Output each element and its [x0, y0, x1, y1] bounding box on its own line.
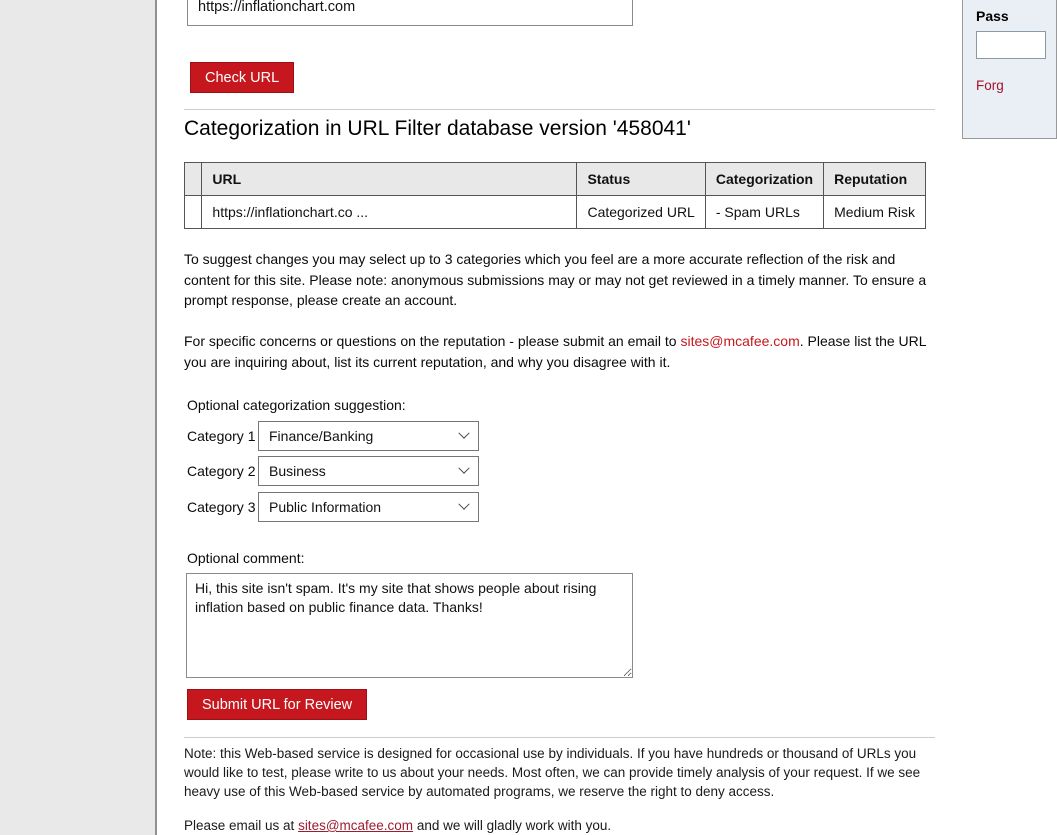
concerns-paragraph	[184, 331, 932, 372]
forgot-password-link[interactable]: Forg	[976, 78, 1004, 93]
email-text-after: and we will gladly work with you.	[413, 818, 612, 833]
password-input[interactable]	[976, 31, 1046, 59]
cell-status: Categorized URL	[577, 196, 705, 229]
mcafee-email-link-bottom[interactable]: sites@mcafee.com	[298, 818, 414, 833]
login-panel	[962, 0, 1057, 139]
url-input[interactable]	[187, 0, 633, 26]
check-url-button[interactable]: Check URL	[190, 62, 294, 93]
divider-top	[184, 109, 935, 110]
table-row	[185, 196, 926, 229]
left-sidebar	[0, 0, 157, 835]
cell-categorization: - Spam URLs	[705, 196, 823, 229]
submit-url-button[interactable]: Submit URL for Review	[187, 689, 367, 720]
category-3-value: Public Information	[269, 499, 382, 515]
category-1-value: Finance/Banking	[269, 428, 374, 444]
optional-categorization-label: Optional categorization suggestion:	[187, 397, 406, 413]
chevron-down-icon	[458, 428, 469, 439]
divider-bottom	[184, 737, 935, 738]
mcafee-email-link[interactable]: sites@mcafee.com	[680, 333, 800, 349]
service-note-paragraph: Note: this Web-based service is designed for occasional use by individuals. If you have hundreds or thousand of URLs you would like to test, please write to us about your needs. Most often, we can provide timely analysis of your request. If we see heavy use of this Web-based service by automated programs, we reserve the right to deny access.	[184, 746, 921, 799]
concerns-text-before: For specific concerns or questions on the reputation - please submit an email to	[184, 333, 681, 349]
cell-reputation: Medium Risk	[824, 196, 926, 229]
category-1-label: Category 1	[187, 428, 256, 444]
table-header-spacer	[185, 163, 202, 196]
email-us-line	[184, 818, 611, 833]
table-header-row	[185, 163, 926, 196]
comment-textarea[interactable]	[186, 573, 633, 678]
password-label: Pass	[976, 8, 1009, 24]
category-2-row	[187, 456, 479, 486]
category-3-row	[187, 492, 479, 522]
category-2-select[interactable]	[258, 456, 479, 486]
table-header-url: URL	[202, 163, 577, 196]
url-result-table	[184, 162, 926, 229]
category-3-label: Category 3	[187, 499, 256, 515]
concerns-text-after: . Please list the URL you are inquiring about, list its current reputation, and why you disagree with it.	[184, 333, 927, 370]
chevron-down-icon	[458, 499, 469, 510]
table-header-status: Status	[577, 163, 705, 196]
category-3-select[interactable]	[258, 492, 479, 522]
email-text-before: Please email us at	[184, 818, 299, 833]
suggest-changes-paragraph: To suggest changes you may select up to 3 categories which you feel are a more accurate reflection of the risk and content for this site. Please note: anonymous submissions may or may not get reviewed in a timely manner. To ensure a prompt response, please create an account.	[184, 251, 927, 308]
category-2-label: Category 2	[187, 463, 256, 479]
category-1-row	[187, 421, 479, 451]
category-2-value: Business	[269, 463, 326, 479]
page-title: Categorization in URL Filter database version '458041'	[184, 117, 691, 140]
optional-comment-label: Optional comment:	[187, 550, 305, 566]
cell-spacer	[185, 196, 202, 229]
table-header-reputation: Reputation	[824, 163, 926, 196]
table-header-categorization: Categorization	[705, 163, 823, 196]
chevron-down-icon	[458, 463, 469, 474]
cell-url: https://inflationchart.co ...	[202, 196, 577, 229]
category-1-select[interactable]	[258, 421, 479, 451]
